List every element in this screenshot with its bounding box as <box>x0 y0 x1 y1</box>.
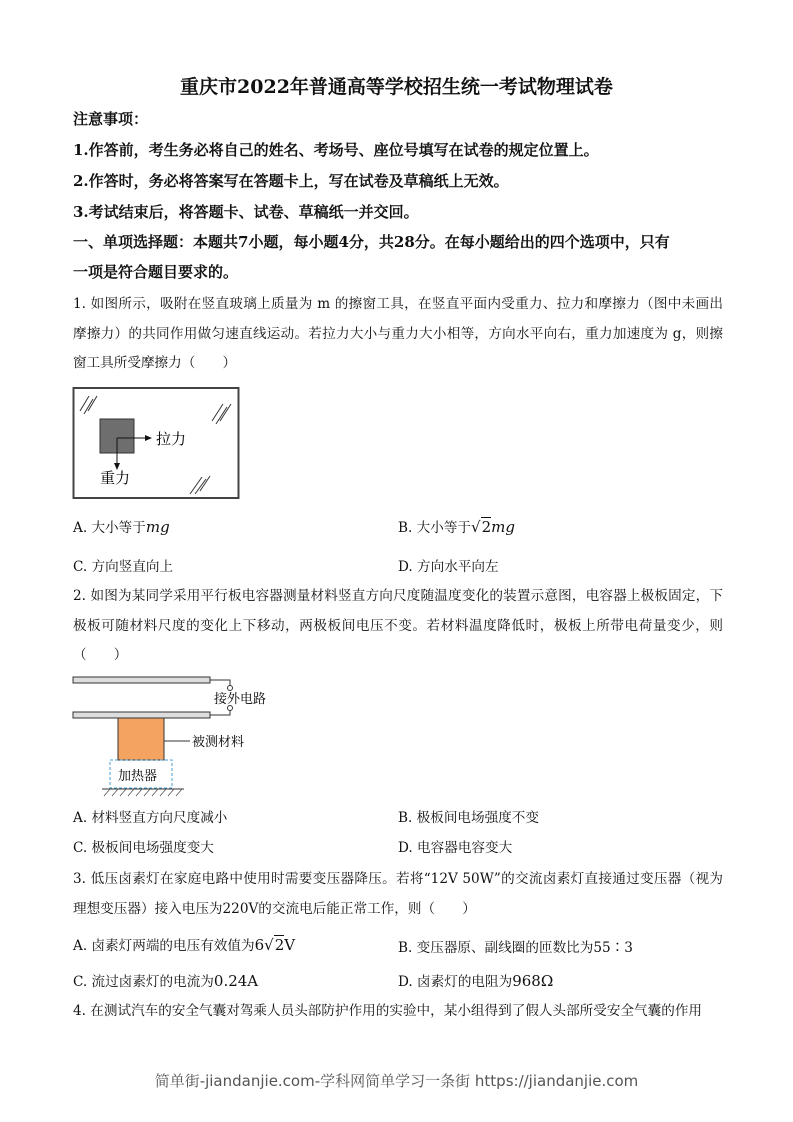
gravity-label: 重力 <box>100 469 131 487</box>
footer-watermark: 简单街-jiandanjie.com-学科网简单学习一条街 https://jiandanjie.com <box>154 1072 639 1090</box>
page-title: 重庆市2022年普通高等学校招生统一考试物理试卷 <box>180 76 613 98</box>
q2-option-b[interactable]: B. 极板间电场强度不变 <box>398 810 539 826</box>
q3-option-c[interactable]: C. 流过卤素灯的电流为0.24A <box>73 972 259 990</box>
ground-hatch <box>104 789 182 796</box>
question-3-text: 3. 低压卤素灯在家庭电路中使用时需要变压器降压。若将“12V 50W”的交流卤素灯直接通过变压器（视为理想变压器）接入电压为220V的交流电后能正常工作，则（ ） <box>73 871 723 917</box>
lower-plate <box>73 712 210 718</box>
question-1-figure <box>72 386 242 502</box>
upper-plate <box>73 677 210 683</box>
note-item: 1.作答前，考生务必将自己的姓名、考场号、座位号填写在试卷的规定位置上。 <box>73 141 599 159</box>
q3-option-d[interactable]: D. 卤素灯的电阻为968Ω <box>398 972 554 990</box>
q3-option-a[interactable]: A. 卤素灯两端的电压有效值为6√2V <box>73 936 296 954</box>
note-item: 3.考试结束后，将答题卡、试卷、草稿纸一并交回。 <box>73 203 419 221</box>
q3-option-b[interactable]: B. 变压器原、副线圈的匝数比为55∶3 <box>398 940 633 956</box>
wire <box>210 710 230 715</box>
section-heading-line2: 一项是符合题目要求的。 <box>73 263 239 281</box>
pull-label: 拉力 <box>156 430 187 448</box>
question-4-text: 4. 在测试汽车的安全气囊对驾乘人员头部防护作用的实验中，某小组得到了假人头部所受安全气囊的作用 <box>73 1003 703 1019</box>
question-1-text: 1. 如图所示，吸附在竖直玻璃上质量为 m 的擦窗工具，在竖直平面内受重力、拉力和摩擦力（图中未画出摩擦力）的共同作用做匀速直线运动。若拉力大小与重力大小相等，方向水平向右，重力加速度为 g，则擦窗工具所受摩擦力（ ） <box>73 296 723 372</box>
wire <box>210 680 230 686</box>
circuit-label: 接外电路 <box>214 692 267 707</box>
q2-option-a[interactable]: A. 材料竖直方向尺度减小 <box>73 810 228 826</box>
q1-option-a[interactable]: A. 大小等于mg <box>73 518 170 536</box>
q1-option-c[interactable]: C. 方向竖直向上 <box>73 559 174 575</box>
section-heading-line1: 一、单项选择题：本题共7小题，每小题4分，共28分。在每小题给出的四个选项中，只有 <box>73 233 670 251</box>
q1-option-b[interactable]: B. 大小等于√2mg <box>398 518 515 536</box>
q1-option-d[interactable]: D. 方向水平向左 <box>398 559 499 575</box>
heater-label: 加热器 <box>118 769 158 784</box>
notes-heading: 注意事项： <box>73 110 149 128</box>
material-label: 被测材料 <box>192 735 245 750</box>
note-item: 2.作答时，务必将答案写在答题卡上，写在试卷及草稿纸上无效。 <box>73 172 509 190</box>
q2-option-d[interactable]: D. 电容器电容变大 <box>398 840 513 856</box>
terminal-icon <box>228 686 233 691</box>
question-2-text: 2. 如图为某同学采用平行板电容器测量材料竖直方向尺度随温度变化的装置示意图，电容器上极板固定，下极板可随材料尺度的变化上下移动，两极板间电压不变。若材料温度降低时，极板上所带电荷量变少，则（ ） <box>73 588 723 664</box>
q2-option-c[interactable]: C. 极板间电场强度变大 <box>73 840 214 856</box>
material-block <box>118 718 164 760</box>
question-2-figure <box>72 672 292 798</box>
